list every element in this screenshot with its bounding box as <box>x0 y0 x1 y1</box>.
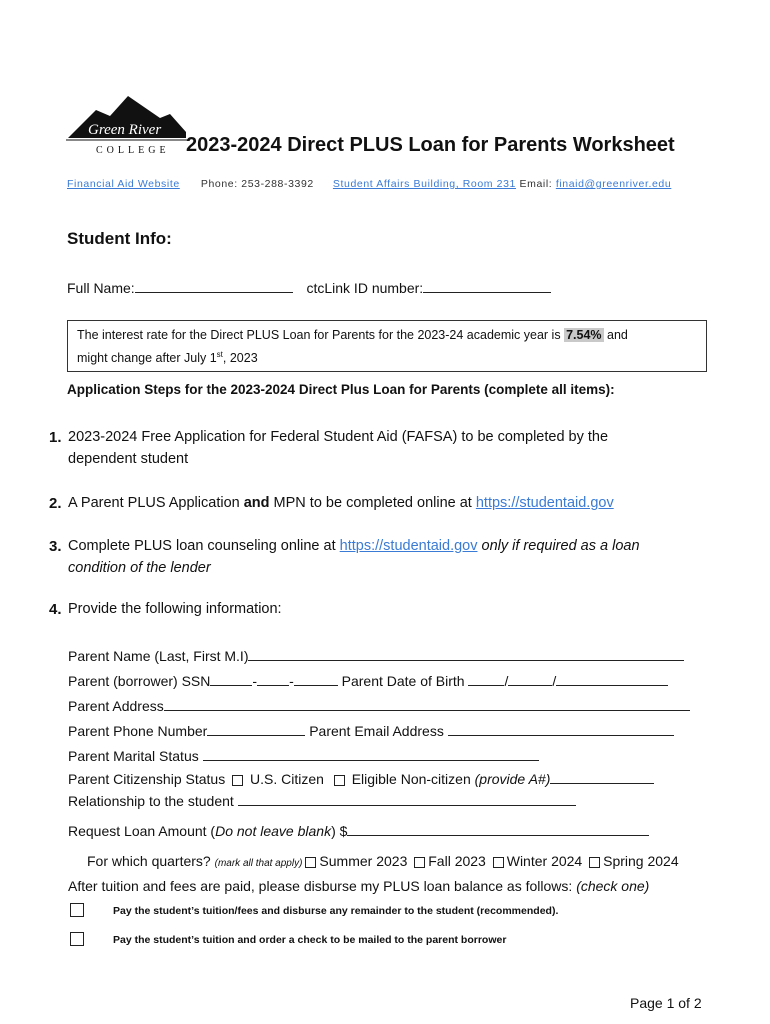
eligible-noncitizen-label: Eligible Non-citizen <box>351 771 471 787</box>
quarters-label: For which quarters? <box>87 853 211 869</box>
citizenship-row <box>68 771 654 787</box>
loan-amount-row <box>68 823 649 839</box>
student-info-heading: Student Info: <box>67 229 172 248</box>
us-citizen-checkbox[interactable] <box>232 775 243 786</box>
studentaid-link-2[interactable]: https://studentaid.gov <box>339 538 478 554</box>
phone-text: Phone: 253-288-3392 <box>200 178 314 190</box>
relationship-label: Relationship to the student <box>68 793 234 809</box>
phone-label: Parent Phone Number <box>68 723 208 739</box>
relationship-field[interactable] <box>238 793 576 806</box>
dob-label: Parent Date of Birth <box>341 673 465 689</box>
ctclink-label: ctcLink ID number: <box>306 280 424 296</box>
summer-label: Summer 2023 <box>319 853 408 869</box>
marital-field[interactable] <box>203 748 539 761</box>
step-4-number: 4. <box>49 601 62 618</box>
fall-checkbox[interactable] <box>414 857 425 868</box>
interest-rate: 7.54% <box>566 328 602 342</box>
loan-amount-label: Request Loan Amount ( <box>68 823 216 839</box>
step-2 <box>68 492 708 514</box>
address-row <box>68 698 690 714</box>
page-title: 2023-2024 Direct PLUS Loan for Parents Worksheet <box>186 134 675 156</box>
financial-aid-website-link[interactable]: Financial Aid Website <box>67 178 180 190</box>
step-4-text: Provide the following information: <box>68 601 282 617</box>
step-2-bold: and <box>243 495 270 511</box>
svg-text:COLLEGE: COLLEGE <box>96 145 170 156</box>
relationship-row <box>68 793 576 809</box>
choice-1-checkbox[interactable] <box>70 903 84 917</box>
svg-text:Green River: Green River <box>88 122 162 138</box>
loan-amount-field[interactable] <box>347 823 649 836</box>
studentaid-link-1[interactable]: https://studentaid.gov <box>475 495 614 511</box>
citizenship-label: Parent Citizenship Status <box>68 771 226 787</box>
fall-label: Fall 2023 <box>428 853 486 869</box>
choice-1-label: Pay the student’s tuition/fees and disburse any remainder to the student (recommended). <box>113 905 559 917</box>
steps-heading: Application Steps for the 2023-2024 Direct Plus Loan for Parents (complete all items): <box>67 382 615 397</box>
notice-line2: might change after July 1 <box>77 351 217 366</box>
a-number-field[interactable] <box>550 771 654 784</box>
dob-month[interactable] <box>468 673 504 686</box>
ssn-field-2[interactable] <box>257 673 289 686</box>
disburse-italic: (check one) <box>576 878 650 894</box>
dob-day[interactable] <box>508 673 552 686</box>
dob-year[interactable] <box>556 673 668 686</box>
email-link[interactable]: finaid@greenriver.edu <box>555 178 672 190</box>
disburse-label: After tuition and fees are paid, please disburse my PLUS loan balance as follows: <box>68 878 577 894</box>
marital-label: Parent Marital Status <box>68 748 199 764</box>
spring-checkbox[interactable] <box>589 857 600 868</box>
disburse-row <box>68 878 649 894</box>
college-logo <box>66 92 188 156</box>
interest-rate-notice <box>67 320 707 372</box>
winter-checkbox[interactable] <box>493 857 504 868</box>
email-label: Email: <box>519 178 553 190</box>
spring-label: Spring 2024 <box>603 853 679 869</box>
choice-2-checkbox[interactable] <box>70 932 84 946</box>
address-link[interactable]: Student Affairs Building, Room 231 <box>332 178 516 190</box>
email-field[interactable] <box>448 723 674 736</box>
step-2-text: A Parent PLUS Application <box>68 495 244 511</box>
email-label: Parent Email Address <box>309 723 444 739</box>
step-3 <box>68 535 688 579</box>
phone-email-row <box>68 723 674 739</box>
page-number: Page 1 of 2 <box>630 995 702 1011</box>
ssn-label: Parent (borrower) SSN <box>68 673 211 689</box>
student-info-row <box>67 280 551 296</box>
step-1-number: 1. <box>49 429 62 446</box>
ssn-field-3[interactable] <box>294 673 338 686</box>
address-label: Parent Address <box>68 698 164 714</box>
choice-2-label: Pay the student’s tuition and order a check to be mailed to the parent borrower <box>113 934 507 946</box>
notice-line2-end: , 2023 <box>222 351 258 366</box>
full-name-field[interactable] <box>135 280 293 293</box>
ssn-field-1[interactable] <box>210 673 252 686</box>
contact-bar <box>67 178 671 190</box>
marital-row <box>68 748 539 764</box>
ssn-dob-row: Parent (borrower) SSN - - Parent Date of Birth / / <box>68 673 668 689</box>
step-1-text: 2023-2024 Free Application for Federal Student Aid (FAFSA) to be completed by the dependent student <box>68 429 609 467</box>
step-2-text-b: MPN to be completed online at <box>269 495 476 511</box>
loan-amount-italic: Do not leave blank <box>215 823 332 839</box>
step-3-number: 3. <box>49 538 62 555</box>
winter-label: Winter 2024 <box>506 853 583 869</box>
notice-text: The interest rate for the Direct PLUS Loan for Parents for the 2023-24 academic year is <box>77 328 565 342</box>
quarters-row <box>87 853 679 869</box>
step-3-text: Complete PLUS loan counseling online at <box>68 538 340 554</box>
parent-name-row <box>68 648 684 664</box>
step-2-number: 2. <box>49 495 62 512</box>
notice-sup: st <box>216 350 223 359</box>
eligible-noncitizen-checkbox[interactable] <box>334 775 345 786</box>
phone-field[interactable] <box>207 723 305 736</box>
ctclink-field[interactable] <box>423 280 551 293</box>
summer-checkbox[interactable] <box>305 857 316 868</box>
full-name-label: Full Name: <box>67 280 135 296</box>
notice-text-end: and <box>603 328 628 342</box>
address-field[interactable] <box>164 698 690 711</box>
parent-name-field[interactable] <box>248 648 684 661</box>
us-citizen-label: U.S. Citizen <box>249 771 324 787</box>
provide-a-label: (provide A#) <box>474 771 551 787</box>
step-3-italic: only if required as a loan condition of the lender <box>68 538 640 576</box>
parent-name-label: Parent Name (Last, First M.I) <box>68 648 249 664</box>
quarters-note: (mark all that apply) <box>214 858 303 869</box>
loan-amount-label-end: ) $ <box>331 823 348 839</box>
